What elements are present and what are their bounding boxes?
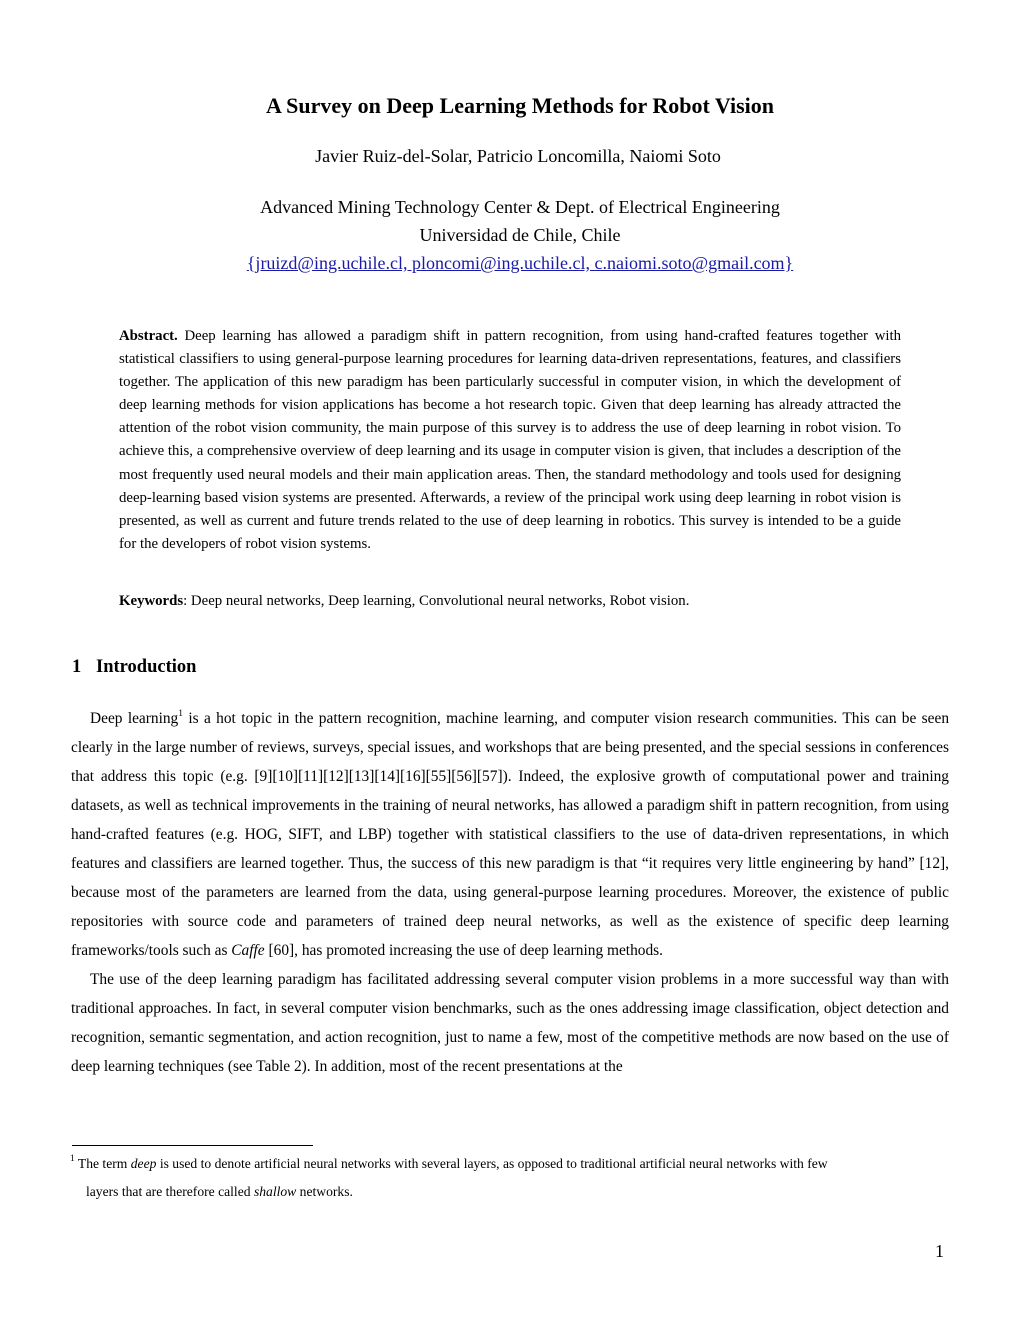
paragraph-1-middle: is a hot topic in the pattern recognition, machine learning, and computer vision research communities. This can be seen clearly in the large number of reviews, surveys, special issues, and workshops that are being presented, and the special sessions in conferences that address this topic (e.g. [9][10][11][12][13][14][16][55][56][57]). Indeed, the explosive growth of computational power and training datasets, as well as technical improvements in the training of neural networks, has allowed a paradigm shift in pattern recognition, from using hand-crafted features (e.g. HOG, SIFT, and LBP) together with statistical classifiers to the use of data-driven representations, in which features and classifiers are learned together. Thus, the success of this new paradigm is that “it requires very little engineering by hand” [12], because most of the parameters are learned from the data, using general-purpose learning procedures. Moreover, the existence of public repositories with source code and parameters of trained deep neural networks, as well as the existence of specific deep learning frameworks/tools such as	[71, 710, 950, 959]
affiliation-line-1: Advanced Mining Technology Center & Dept. of Electrical Engineering	[260, 197, 780, 217]
abstract	[119, 325, 901, 556]
author-emails-link[interactable]: {jruizd@ing.uchile.cl, ploncomi@ing.uchile.cl, c.naiomi.soto@gmail.com}	[246, 253, 794, 273]
section-heading-introduction	[72, 657, 196, 678]
affiliation-block	[0, 193, 1024, 277]
paragraph-1	[71, 704, 949, 965]
abstract-label: Abstract.	[119, 328, 178, 344]
footnote-mark: 1	[70, 1154, 75, 1164]
caffe-term: Caffe	[231, 942, 265, 959]
affiliation-line-2: Universidad de Chile, Chile	[419, 225, 621, 245]
introduction-body	[71, 704, 949, 1081]
footnote-text-4: networks.	[296, 1184, 353, 1199]
footnote-term-deep: deep	[130, 1156, 157, 1171]
footnote-divider	[72, 1145, 313, 1146]
keywords-label: Keywords	[119, 593, 184, 609]
keywords	[119, 590, 901, 613]
keywords-text: : Deep neural networks, Deep learning, Convolutional neural networks, Robot vision.	[183, 593, 690, 609]
paragraph-2: The use of the deep learning paradigm has facilitated addressing several computer vision problems in a more successful way than with traditional approaches. In fact, in several computer vision benchmarks, such as the ones addressing image classification, object detection and recognition, semantic segmentation, and action recognition, just to name a few, most of the competitive methods are now based on the use of deep learning techniques (see Table 2). In addition, most of the recent presentations at the	[71, 971, 949, 1075]
author-list: Javier Ruiz-del-Solar, Patricio Loncomilla, Naiomi Soto	[315, 146, 721, 166]
section-title: Introduction	[96, 657, 197, 677]
paragraph-1-end: [60], has promoted increasing the use of deep learning methods.	[264, 942, 663, 959]
paper-title: A Survey on Deep Learning Methods for Robot Vision	[265, 93, 775, 118]
page-number: 1	[935, 1241, 944, 1261]
footnote-text-3: layers that are therefore called	[86, 1184, 254, 1199]
footnote-reference[interactable]: 1	[178, 709, 184, 719]
footnote-term-shallow: shallow	[253, 1184, 297, 1199]
footnote-1	[70, 1150, 949, 1206]
abstract-text: Deep learning has allowed a paradigm shift in pattern recognition, from using hand-crafted features together with statistical classifiers to using general-purpose learning procedures for learning data-driven representations, features, and classifiers together. The application of this new paradigm has been particularly successful in computer vision, in which the development of deep learning methods for vision applications has become a hot research topic. Given that deep learning has already attracted the attention of the robot vision community, the main purpose of this survey is to address the use of deep learning in robot vision. To achieve this, a comprehensive overview of deep learning and its usage in computer vision is given, that includes a description of the most frequently used neural models and their main application areas. Then, the standard methodology and tools used for designing deep-learning based vision systems are presented. Afterwards, a review of the principal work using deep learning in robot vision is presented, as well as current and future trends related to the use of deep learning in robotics. This survey is intended to be a guide for the developers of robot vision systems.	[119, 328, 901, 552]
section-number: 1	[72, 657, 82, 677]
paragraph-1-start: Deep learning	[90, 710, 179, 727]
footnote-text-1: The term	[74, 1156, 131, 1171]
footnote-text-2: is used to denote artificial neural networks with several layers, as opposed to traditional artificial neural networks with few	[156, 1156, 828, 1171]
